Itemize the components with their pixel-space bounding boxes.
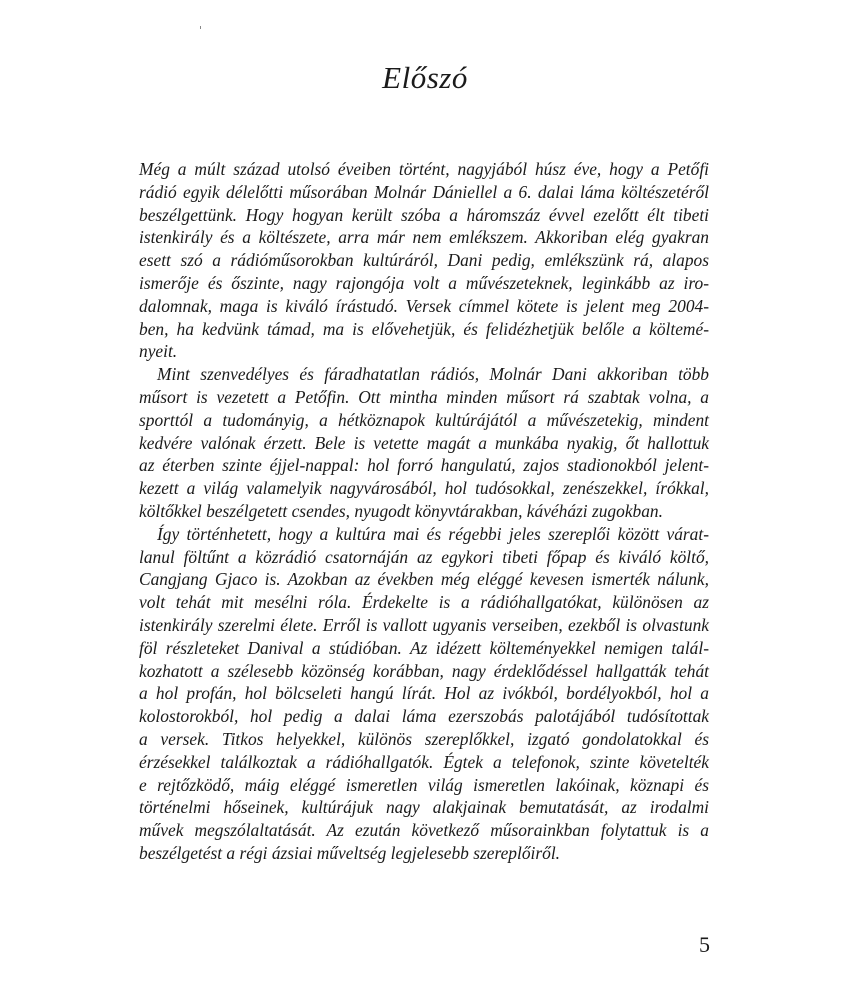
text-line: Mint szenvedélyes és fáradhatatlan rádiós, Molnár Dani akkoriban több bbox=[157, 364, 709, 385]
text-line: e rejtőzködő, máig eléggé ismeretlen világ ismeretlen lakóinak, köznapi és bbox=[139, 774, 709, 795]
page-number: 5 bbox=[699, 932, 710, 957]
text-line: kezett a világ valamelyik nagyvárosából, hol tudósokkal, zenészekkel, írókkal, bbox=[139, 478, 709, 499]
body-text bbox=[139, 158, 709, 865]
text-line: Még a múlt század utolsó éveiben történt, nagyjából húsz éve, hogy a Petőfi bbox=[139, 159, 709, 179]
text-line: rádió egyik délelőtti műsorában Molnár Dániellel a 6. dalai láma költészetéről bbox=[139, 181, 709, 202]
text-line: történelmi hőseinek, kultúrájuk nagy alakjainak bemutatását, az irodalmi bbox=[139, 797, 709, 818]
text-line: a hol profán, hol bölcseleti hangú lírát. Hol az ivókból, bordélyokból, hol a bbox=[139, 683, 709, 704]
text-line: kedvére valónak érzett. Bele is vetette magát a munkába nyakig, őt hallottuk bbox=[139, 432, 709, 453]
text-line: beszélgetést a régi ázsiai műveltség legjelesebb szereplőiről. bbox=[139, 842, 561, 863]
text-line: ismerője és őszinte, nagy rajongója volt a művészeteknek, leginkább az iro- bbox=[139, 272, 709, 293]
text-line: ben, ha kedvünk támad, ma is elővehetjük, és felidézhetjük belőle a költemé- bbox=[139, 318, 709, 339]
text-line: érzésekkel találkoztak a rádióhallgatók. Égtek a telefonok, szinte követelték bbox=[139, 751, 709, 772]
text-line: sporttól a tudományig, a hétköznapok kultúrájától a művészetekig, mindent bbox=[139, 409, 709, 430]
text-line: az éterben szinte éjjel-nappal: hol forró hangulatú, zajos stadionokból jelent- bbox=[139, 455, 709, 476]
text-line: Cangjang Gjaco is. Azokban az években még eléggé kevesen ismerték nálunk, bbox=[139, 569, 709, 590]
text-line: a versek. Titkos helyekkel, különös szereplőkkel, izgató gondolatokkal és bbox=[139, 728, 709, 749]
text-line: dalomnak, maga is kiváló írástudó. Versek címmel kötete is jelent meg 2004- bbox=[139, 295, 709, 316]
text-line: föl részleteket Danival a stúdióban. Az idézett költeményekkel nemigen talál- bbox=[139, 637, 709, 658]
text-line: nyeit. bbox=[139, 341, 178, 362]
text-line: volt tehát mit mesélni róla. Érdekelte is a rádióhallgatókat, különösen az bbox=[139, 592, 709, 613]
text-line: kozhatott a szélesebb közönség korábban, nagy érdeklődéssel hallgatták tehát bbox=[139, 660, 709, 681]
text-line: művek megszólaltatását. Az ezután következő műsorainkban folytattuk is a bbox=[139, 820, 709, 841]
text-line: Így történhetett, hogy a kultúra mai és régebbi jeles szereplői között várat- bbox=[157, 523, 709, 544]
text-line: kolostorokból, hol pedig a dalai láma ezerszobás palotájából tudósítottak bbox=[139, 706, 709, 727]
text-line: lanul föltűnt a közrádió csatornáján az egykori tibeti főpap és kiváló költő, bbox=[139, 546, 709, 567]
scan-speck bbox=[200, 26, 201, 29]
text-line: istenkirály és a költészete, arra már nem emlékszem. Akkoriban elég gyakran bbox=[139, 227, 709, 248]
text-line: műsort is vezetett a Petőfin. Ott mintha minden műsort rá szabtak volna, a bbox=[139, 386, 709, 407]
text-line: beszélgettünk. Hogy hogyan került szóba a háromszáz évvel ezelőtt élt tibeti bbox=[139, 204, 709, 225]
chapter-title: Előszó bbox=[382, 60, 468, 95]
text-line: költőkkel beszélgetett csendes, nyugodt könyvtárakban, kávéházi zugokban. bbox=[139, 500, 663, 521]
text-line: istenkirály szerelmi élete. Erről is vallott ugyanis verseiben, ezekből is olvastunk bbox=[139, 614, 709, 635]
text-line: esett szó a rádióműsorokban kultúráról, Dani pedig, emlékszünk rá, alapos bbox=[139, 250, 709, 271]
